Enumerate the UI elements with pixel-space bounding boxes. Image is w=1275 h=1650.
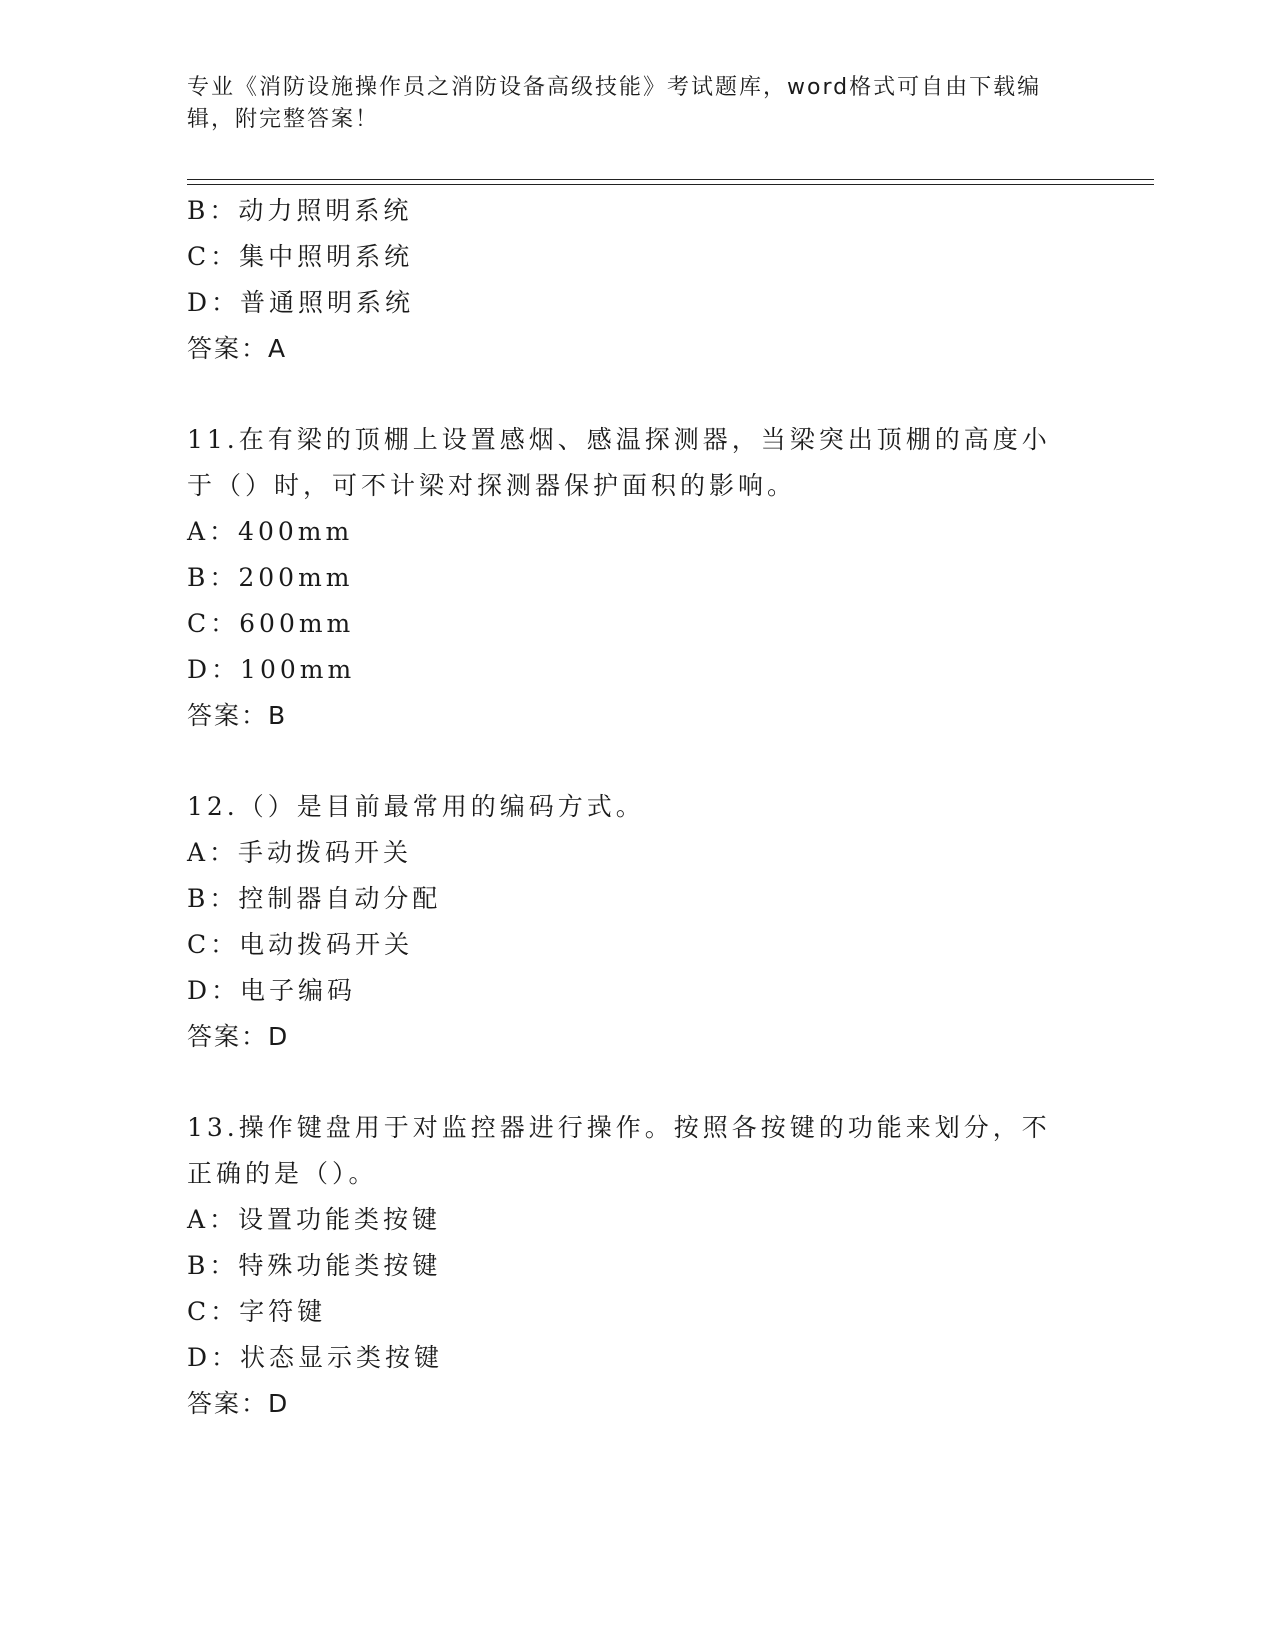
option-d: D：状态显示类按键: [187, 1343, 444, 1372]
option-b: B：200mm: [187, 563, 354, 592]
question-13: [187, 1105, 1067, 1427]
answer-line: 答案：B: [187, 701, 288, 730]
question-list: [187, 188, 1067, 1427]
option-a: A：手动拨码开关: [187, 838, 413, 867]
question-stem: 11.在有梁的顶棚上设置感烟、感温探测器，当梁突出顶棚的高度小于（）时，可不计梁对探测器保护面积的影响。: [187, 425, 1051, 500]
option-b: B：动力照明系统: [187, 196, 413, 225]
option-c: C：集中照明系统: [187, 242, 414, 271]
option-c: C：字符键: [187, 1297, 327, 1326]
partial-question: [187, 188, 1067, 372]
option-c: C：600mm: [187, 609, 355, 638]
option-d: D：100mm: [187, 655, 356, 684]
option-d: D：普通照明系统: [187, 288, 415, 317]
option-a: A：设置功能类按键: [187, 1205, 442, 1234]
option-c: C：电动拨码开关: [187, 930, 414, 959]
question-stem: 13.操作键盘用于对监控器进行操作。按照各按键的功能来划分，不正确的是（）。: [187, 1113, 1051, 1188]
option-b: B：控制器自动分配: [187, 884, 442, 913]
option-b: B：特殊功能类按键: [187, 1251, 442, 1280]
option-a: A：400mm: [187, 517, 354, 546]
answer-line: 答案：D: [187, 1389, 290, 1418]
question-12: [187, 784, 1067, 1060]
document-header: 专业《消防设施操作员之消防设备高级技能》考试题库，word格式可自由下载编辑，附完整答案！: [187, 75, 1042, 132]
question-stem: 12.（）是目前最常用的编码方式。: [187, 792, 645, 821]
header-divider-bottom: [187, 184, 1154, 185]
option-d: D：电子编码: [187, 976, 357, 1005]
answer-line: 答案：A: [187, 334, 288, 363]
question-11: [187, 417, 1067, 739]
answer-line: 答案：D: [187, 1022, 290, 1051]
header-divider-top: [187, 179, 1154, 180]
